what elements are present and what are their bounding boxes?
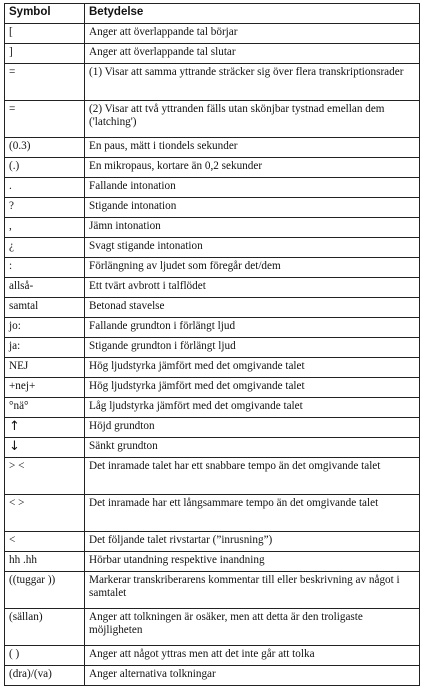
table-row	[5, 138, 420, 158]
meaning-cell: Ett tvärt avbrott i talflödet	[85, 278, 420, 298]
meaning-cell: Stigande grundton i förlängt ljud	[85, 338, 420, 358]
table-row	[5, 666, 420, 686]
meaning-cell: Anger att något yttras men att det inte går att tolka	[85, 646, 420, 666]
meaning-cell: Förlängning av ljudet som föregår det/dem	[85, 258, 420, 278]
symbol-cell: allså-	[5, 278, 85, 298]
table-row	[5, 552, 420, 572]
meaning-cell: Markerar transkriberarens kommentar till eller beskrivning av något i samtalet	[85, 572, 420, 609]
table-row	[5, 198, 420, 218]
symbol-cell: (.)	[5, 158, 85, 178]
transcription-symbols-table	[4, 3, 420, 686]
table-body	[5, 4, 420, 686]
table-row	[5, 398, 420, 418]
table-row	[5, 572, 420, 609]
meaning-cell: Fallande grundton i förlängt ljud	[85, 318, 420, 338]
symbol-cell: hh .hh	[5, 552, 85, 572]
table-row	[5, 158, 420, 178]
table-row	[5, 238, 420, 258]
symbol-cell: ?	[5, 198, 85, 218]
meaning-cell: Hög ljudstyrka jämfört med det omgivande talet	[85, 378, 420, 398]
table-row	[5, 609, 420, 646]
symbol-cell: ]	[5, 44, 85, 64]
symbol-cell: > <	[5, 458, 85, 495]
meaning-cell: Sänkt grundton	[85, 438, 420, 458]
meaning-cell: Anger alternativa tolkningar	[85, 666, 420, 686]
symbol-cell: ( )	[5, 646, 85, 666]
table-row	[5, 178, 420, 198]
symbol-cell: NEJ	[5, 358, 85, 378]
table-row	[5, 218, 420, 238]
symbol-cell: .	[5, 178, 85, 198]
symbol-cell: :	[5, 258, 85, 278]
meaning-cell: Anger att tolkningen är osäker, men att detta är den troligaste möjligheten	[85, 609, 420, 646]
symbol-cell: ↑	[5, 418, 85, 438]
meaning-cell: Anger att överlappande tal börjar	[85, 24, 420, 44]
table-row	[5, 298, 420, 318]
table-row	[5, 495, 420, 532]
table-row	[5, 278, 420, 298]
symbol-cell: ja:	[5, 338, 85, 358]
table-row	[5, 338, 420, 358]
meaning-cell: Stigande intonation	[85, 198, 420, 218]
meaning-cell: Svagt stigande intonation	[85, 238, 420, 258]
symbol-cell: samtal	[5, 298, 85, 318]
symbol-cell: (sällan)	[5, 609, 85, 646]
symbol-cell: =	[5, 64, 85, 101]
meaning-cell: Det följande talet rivstartar (”inrusning”)	[85, 532, 420, 552]
table-row	[5, 418, 420, 438]
symbol-cell: ((tuggar ))	[5, 572, 85, 609]
symbol-cell: < >	[5, 495, 85, 532]
symbol-cell: =	[5, 101, 85, 138]
footnote-mark	[4, 641, 14, 648]
meaning-cell: (2) Visar att två yttranden fälls utan skönjbar tystnad emellan dem ('latching')	[85, 101, 420, 138]
meaning-cell: Hög ljudstyrka jämfört med det omgivande talet	[85, 358, 420, 378]
meaning-cell: Hörbar utandning respektive inandning	[85, 552, 420, 572]
symbol-cell: ¿	[5, 238, 85, 258]
table-row	[5, 438, 420, 458]
table-row	[5, 318, 420, 338]
symbol-cell: (dra)/(va)	[5, 666, 85, 686]
table-row	[5, 358, 420, 378]
table-row	[5, 532, 420, 552]
meaning-cell: Fallande intonation	[85, 178, 420, 198]
table-row	[5, 458, 420, 495]
table-header-row	[5, 4, 420, 24]
table-row	[5, 646, 420, 666]
header-symbol: Symbol	[5, 4, 85, 24]
table-row	[5, 258, 420, 278]
table-row	[5, 101, 420, 138]
meaning-cell: Höjd grundton	[85, 418, 420, 438]
header-meaning: Betydelse	[85, 4, 420, 24]
symbol-cell: jo:	[5, 318, 85, 338]
symbol-cell: (0.3)	[5, 138, 85, 158]
meaning-cell: Låg ljudstyrka jämfört med det omgivande talet	[85, 398, 420, 418]
table-row	[5, 64, 420, 101]
symbol-cell: +nej+	[5, 378, 85, 398]
table-row	[5, 378, 420, 398]
symbol-cell: ↓	[5, 438, 85, 458]
symbol-cell: <	[5, 532, 85, 552]
meaning-cell: Det inramade talet har ett snabbare tempo än det omgivande talet	[85, 458, 420, 495]
table-row	[5, 24, 420, 44]
meaning-cell: Anger att överlappande tal slutar	[85, 44, 420, 64]
meaning-cell: Betonad stavelse	[85, 298, 420, 318]
meaning-cell: Jämn intonation	[85, 218, 420, 238]
symbol-cell: [	[5, 24, 85, 44]
meaning-cell: En paus, mätt i tiondels sekunder	[85, 138, 420, 158]
symbol-cell: °nä°	[5, 398, 85, 418]
meaning-cell: (1) Visar att samma yttrande sträcker sig över flera transkriptionsrader	[85, 64, 420, 101]
symbol-cell: ,	[5, 218, 85, 238]
table-row	[5, 44, 420, 64]
meaning-cell: Det inramade har ett långsammare tempo än det omgivande talet	[85, 495, 420, 532]
meaning-cell: En mikropaus, kortare än 0,2 sekunder	[85, 158, 420, 178]
